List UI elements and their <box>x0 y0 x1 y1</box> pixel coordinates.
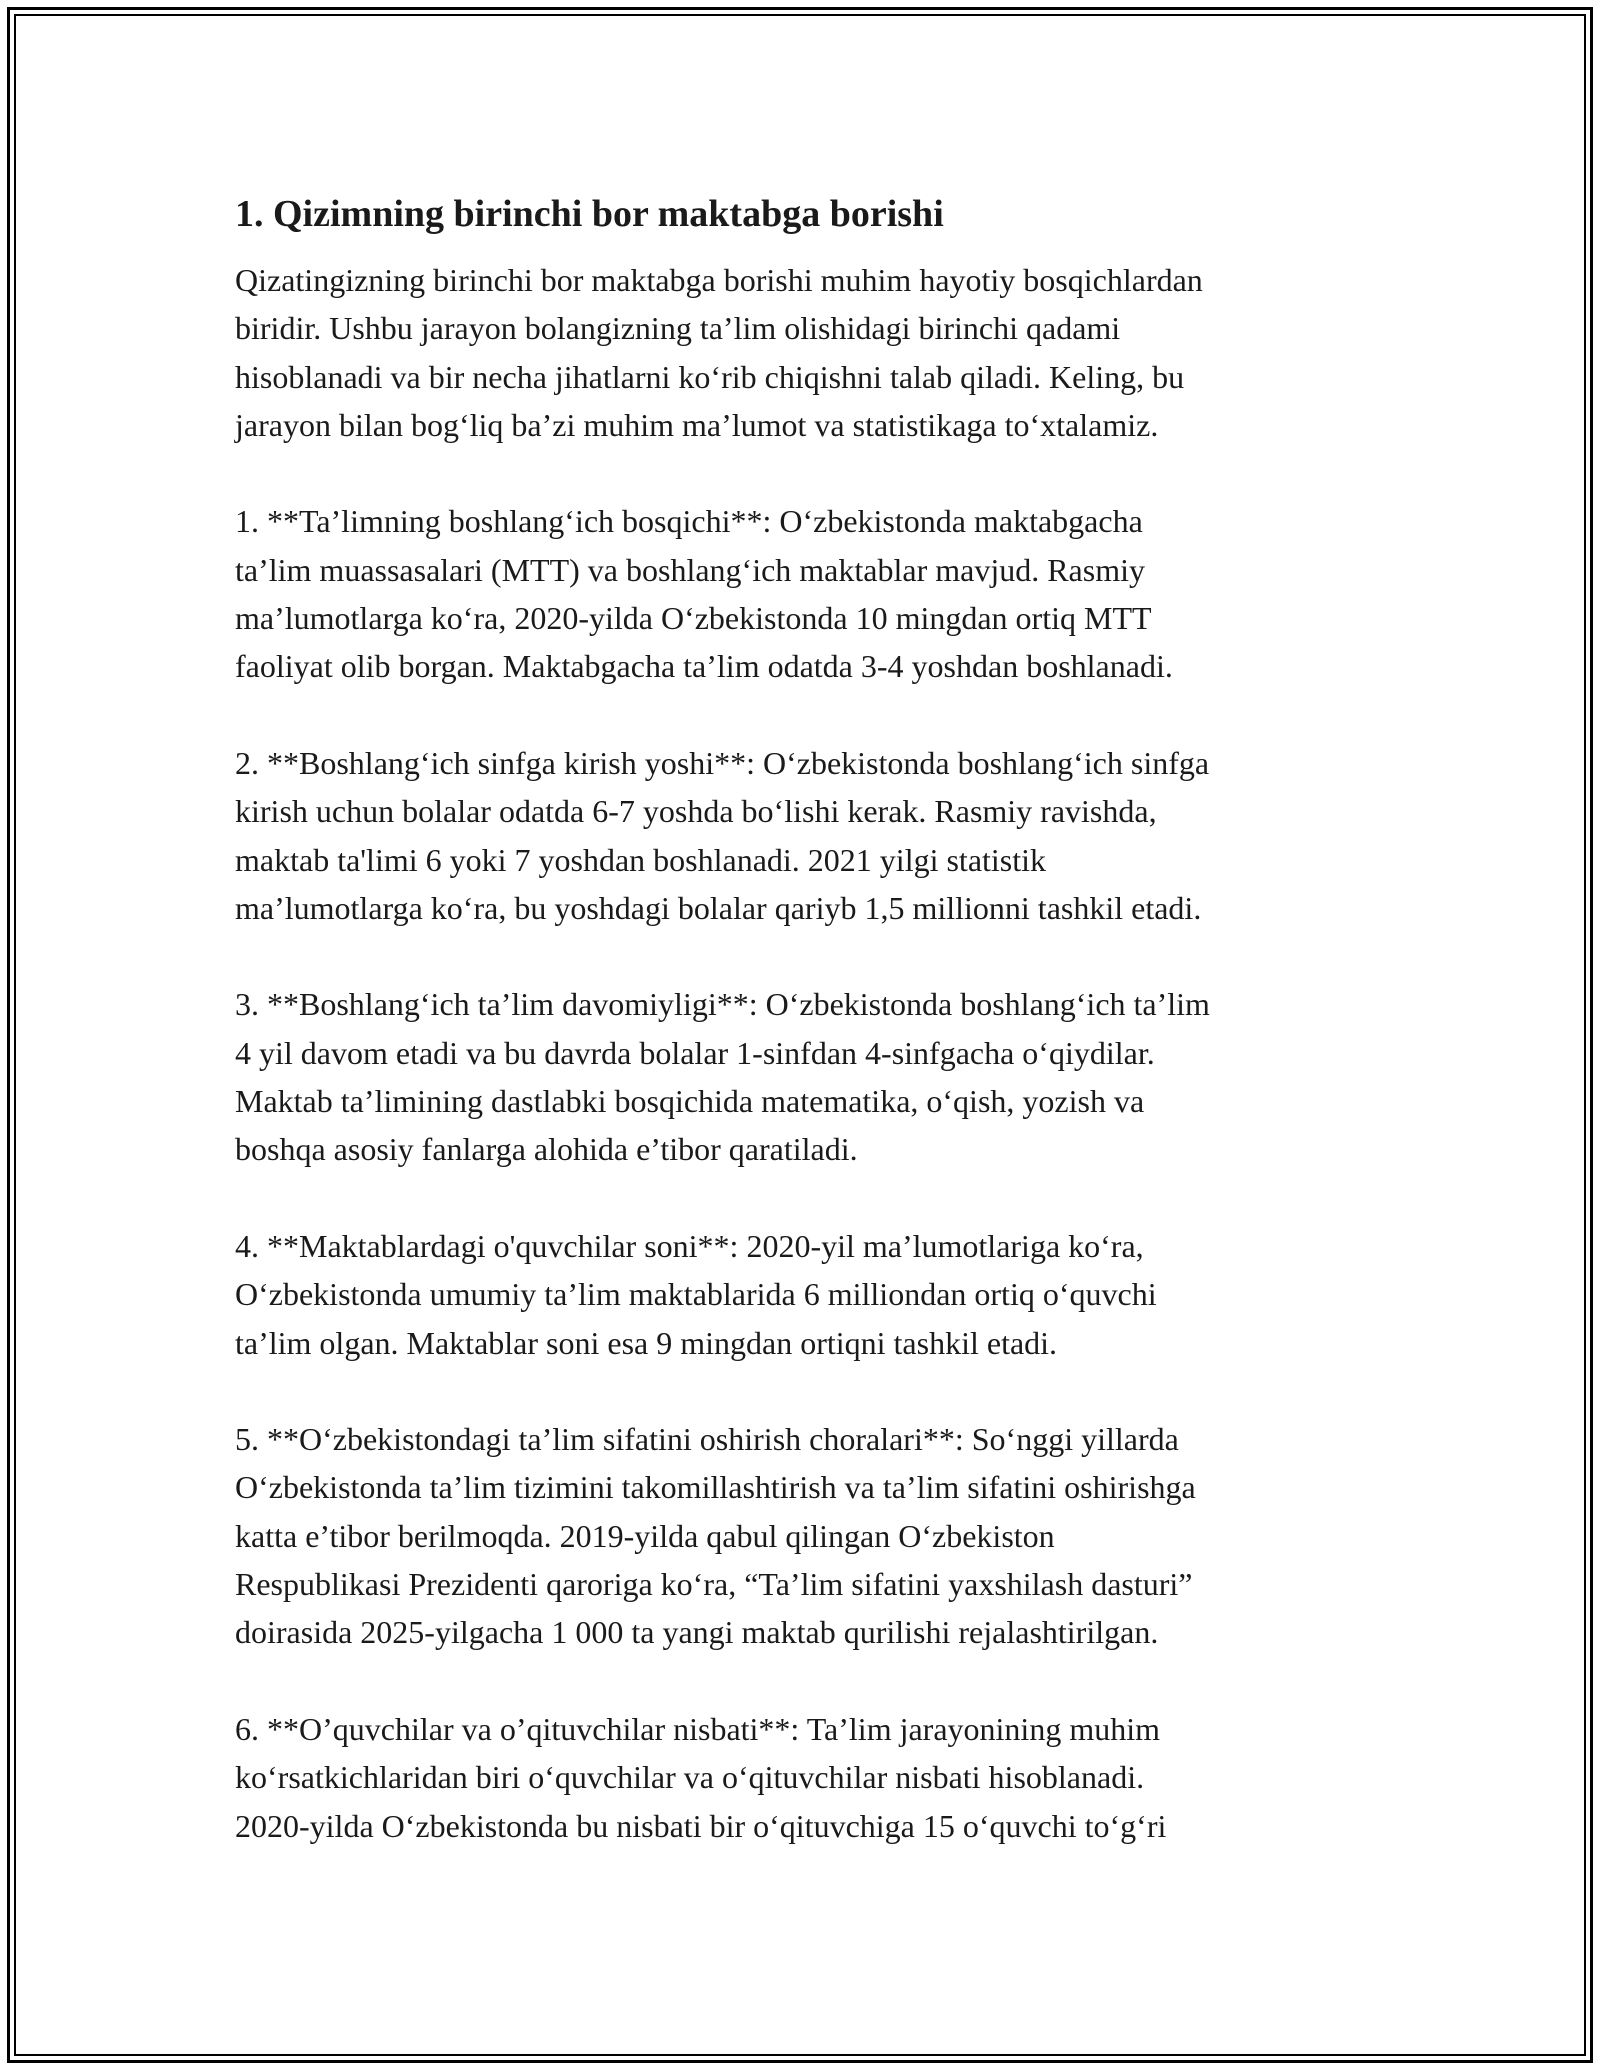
paragraph-line: O‘zbekistonda ta’lim tizimini takomillashtirish va ta’lim sifatini oshirishga <box>235 1469 1196 1506</box>
paragraph-item-1 <box>235 497 1375 690</box>
paragraph-line: katta e’tibor berilmoqda. 2019-yilda qabul qilingan O‘zbekiston <box>235 1517 1055 1554</box>
paragraph-line: maktab ta'limi 6 yoki 7 yoshdan boshlanadi. 2021 yilgi statistik <box>235 841 1047 878</box>
document-title: 1. Qizimning birinchi bor maktabga borishi <box>235 193 944 235</box>
paragraph-item-2 <box>235 739 1375 932</box>
paragraph-line: 2. **Boshlang‘ich sinfga kirish yoshi**: O‘zbekistonda boshlang‘ich sinfga <box>235 744 1210 781</box>
paragraph-line: faoliyat olib borgan. Maktabgacha ta’lim odatda 3-4 yoshdan boshlanadi. <box>235 648 1173 685</box>
paragraph-intro <box>235 256 1375 449</box>
paragraph-line: ko‘rsatkichlaridan biri o‘quvchilar va o‘qituvchilar nisbati hisoblanadi. <box>235 1759 1145 1796</box>
paragraph-line: ta’lim muassasalari (MTT) va boshlang‘ich maktablar mavjud. Rasmiy <box>235 551 1145 588</box>
paragraph-line: Maktab ta’limining dastlabki bosqichida matematika, o‘qish, yozish va <box>235 1083 1145 1120</box>
paragraph-line: boshqa asosiy fanlarga alohida e’tibor qaratiladi. <box>235 1131 858 1168</box>
paragraph-line: 4 yil davom etadi va bu davrda bolalar 1-sinfdan 4-sinfgacha o‘qiydilar. <box>235 1034 1155 1071</box>
paragraph-line: ma’lumotlarga ko‘ra, bu yoshdagi bolalar qariyb 1,5 millionni tashkil etadi. <box>235 889 1202 926</box>
paragraph-line: doirasida 2025-yilgacha 1 000 ta yangi maktab qurilishi rejalashtirilgan. <box>235 1614 1159 1651</box>
paragraph-line: biridir. Ushbu jarayon bolangizning ta’lim olishidagi birinchi qadami <box>235 310 1121 347</box>
paragraph-line: Qizatingizning birinchi bor maktabga borishi muhim hayotiy bosqichlardan <box>235 262 1203 298</box>
paragraph-line: O‘zbekistonda umumiy ta’lim maktablarida 6 milliondan ortiq o‘quvchi <box>235 1276 1157 1313</box>
paragraph-line: Respublikasi Prezidenti qaroriga ko‘ra, “Ta’lim sifatini yaxshilash dasturi” <box>235 1566 1193 1603</box>
paragraph-line: 2020-yilda O‘zbekistonda bu nisbati bir o‘qituvchiga 15 o‘quvchi to‘g‘ri <box>235 1807 1167 1844</box>
paragraph-line: kirish uchun bolalar odatda 6-7 yoshda bo‘lishi kerak. Rasmiy ravishda, <box>235 793 1157 830</box>
paragraph-item-3 <box>235 980 1375 1173</box>
paragraph-line: 3. **Boshlang‘ich ta’lim davomiyligi**: O‘zbekistonda boshlang‘ich ta’lim <box>235 986 1210 1023</box>
paragraph-line: hisoblanadi va bir necha jihatlarni ko‘rib chiqishni talab qiladi. Keling, bu <box>235 358 1185 395</box>
paragraph-line: ta’lim olgan. Maktablar soni esa 9 mingdan ortiqni tashkil etadi. <box>235 1324 1058 1361</box>
paragraph-item-4 <box>235 1222 1375 1367</box>
paragraph-line: jarayon bilan bog‘liq ba’zi muhim ma’lumot va statistikaga to‘xtalamiz. <box>235 406 1159 443</box>
paragraph-line: 4. **Maktablardagi o'quvchilar soni**: 2020-yil ma’lumotlariga ko‘ra, <box>235 1227 1144 1264</box>
paragraph-item-5 <box>235 1415 1375 1656</box>
paragraph-line: ma’lumotlarga ko‘ra, 2020-yilda O‘zbekistonda 10 mingdan ortiq MTT <box>235 600 1152 637</box>
paragraph-item-6 <box>235 1705 1375 1850</box>
paragraph-line: 1. **Ta’limning boshlang‘ich bosqichi**: O‘zbekistonda maktabgacha <box>235 503 1143 540</box>
paragraph-line: 6. **O’quvchilar va o’qituvchilar nisbati**: Ta’lim jarayonining muhim <box>235 1710 1160 1747</box>
paragraph-line: 5. **O‘zbekistondagi ta’lim sifatini oshirish choralari**: So‘nggi yillarda <box>235 1421 1179 1458</box>
document-body <box>235 190 1375 1850</box>
